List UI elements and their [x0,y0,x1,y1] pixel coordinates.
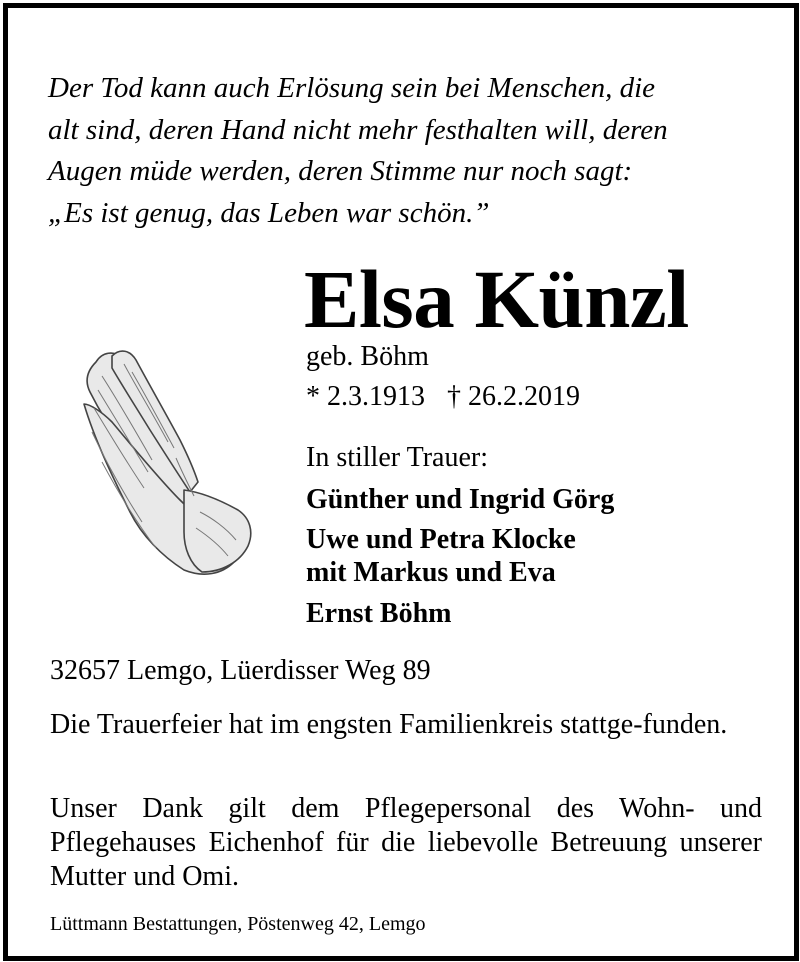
mourner-name: Uwe und Petra Klocke [306,524,576,555]
obituary-notice [3,3,799,961]
thanks-note: Unser Dank gilt dem Pflegepersonal des Wohn- und Pflegehauses Eichenhof für die liebevolle Betreuung unserer Mutter und Omi. [50,793,762,892]
death-date: † 26.2.2019 [447,381,580,412]
quote-line: Augen müde werden, deren Stimme nur noch sagt: [48,155,633,187]
mourner-name: Ernst Böhm [306,598,452,629]
quote-line: Der Tod kann auch Erlösung sein bei Menschen, die [48,72,656,104]
quote-line: „Es ist genug, das Leben war schön.” [48,196,490,229]
deceased-name: Elsa Künzl [304,253,689,345]
praying-hands-icon [72,342,254,582]
funeral-note: Die Trauerfeier hat im engsten Familienkreis stattge-funden. [50,709,728,740]
birth-date: * 2.3.1913 [306,381,425,412]
address: 32657 Lemgo, Lüerdisser Weg 89 [50,655,431,686]
funeral-home-footer: Lüttmann Bestattungen, Pöstenweg 42, Lemgo [50,913,426,935]
quote-line: alt sind, deren Hand nicht mehr festhalten will, deren [48,113,668,146]
maiden-name: geb. Böhm [306,341,429,372]
mourner-name: mit Markus und Eva [306,557,556,588]
memorial-quote [48,68,764,234]
life-dates [306,380,580,414]
mourner-name: Günther und Ingrid Görg [306,484,615,515]
mourners-label: In stiller Trauer: [306,442,488,473]
